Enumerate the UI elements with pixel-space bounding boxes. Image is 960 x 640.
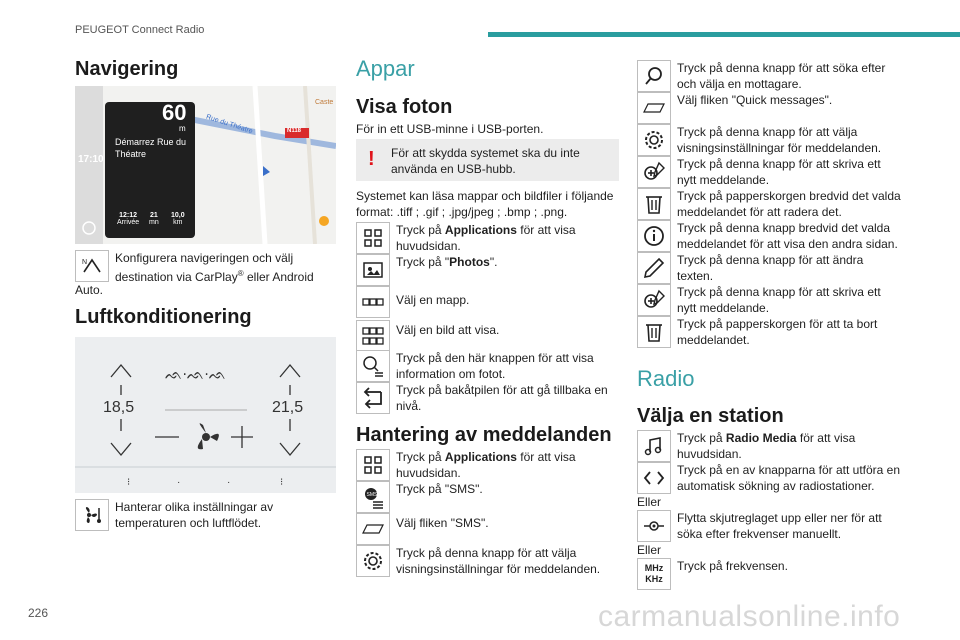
photo-step: Välj en mapp. — [356, 286, 621, 318]
station-heading: Välja en station — [637, 405, 784, 427]
nav-text-end: Auto. — [75, 283, 104, 297]
col3-text: Tryck på denna knapp för att skriva ett nytt meddelande. — [677, 285, 881, 315]
col3-text: Tryck på denna knapp för att skriva ett nytt meddelande. — [677, 157, 881, 187]
new-message-icon — [637, 156, 671, 188]
nav-duration: 21 mn — [149, 212, 159, 226]
col3-text: Tryck på denna knapp för att söka efter och välja en mottagare. — [677, 61, 886, 91]
applications-grid-icon — [356, 449, 390, 481]
nav-map-label: Caste — [315, 99, 334, 106]
page-number: 226 — [28, 606, 49, 620]
messages-heading: Hantering av meddelanden — [356, 424, 612, 446]
running-header: PEUGEOT Connect Radio — [75, 24, 205, 36]
message-step — [637, 60, 907, 92]
nav-arrival: 12:12 Arrivée — [117, 212, 140, 226]
apps-section-title: Appar — [356, 56, 415, 81]
message-step — [637, 284, 907, 316]
message-step: Välj fliken "SMS". — [356, 513, 621, 545]
svg-text:SMS: SMS — [366, 492, 378, 498]
message-step — [637, 220, 907, 252]
nav-clock: 17:10 — [78, 154, 104, 165]
header-accent-bar — [488, 32, 960, 37]
ac-description — [75, 499, 337, 531]
message-step: Tryck på denna knapp för att välja visningsinställningar för meddelanden. — [356, 545, 621, 577]
edit-pencil-icon — [637, 252, 671, 284]
col3-text: Tryck på denna knapp bredvid det valda meddelandet för att visa den andra sidan. — [677, 221, 898, 251]
watermark: carmanualsonline.info — [598, 600, 901, 633]
nav-heading: Navigering — [75, 58, 179, 80]
warning-text: För att skydda systemet ska du inte använda en USB-hubb. — [391, 146, 580, 176]
svg-text:ᨒ·ᨒ·ᨒ: ᨒ·ᨒ·ᨒ — [165, 367, 227, 383]
message-step: SMS Tryck på "SMS". — [356, 481, 621, 513]
ac-heading: Luftkonditionering — [75, 306, 252, 328]
nav-text-line-b: destination via CarPlay — [115, 270, 238, 284]
nav-instruction: Démarrez Rue du Théatre — [115, 137, 187, 159]
nav-road-label: Rue du Théatre — [205, 113, 254, 136]
message-step — [637, 188, 907, 220]
photo-step: Tryck på "Photos". — [356, 254, 621, 286]
photo-step: Välj en bild att visa. — [356, 320, 621, 352]
back-arrow-icon — [356, 382, 390, 414]
message-step: Tryck på Applications för att visa huvudsidan. — [356, 449, 621, 481]
nav-text-line-a: Konfigurera navigeringen och välj — [115, 251, 294, 265]
photos-intro: För in ett USB-minne i USB-porten. — [356, 122, 544, 136]
or-label: Eller — [637, 495, 662, 509]
slider-icon — [637, 510, 671, 542]
photo-step: Tryck på Applications för att visa huvudsidan. — [356, 222, 621, 254]
photos-heading: Visa foton — [356, 96, 453, 118]
trash-icon — [637, 316, 671, 348]
message-step — [637, 124, 907, 156]
station-step: Tryck på Radio Media för att visa huvudsidan. — [637, 430, 907, 462]
station-step: Flytta skjutreglaget upp eller ner för att söka efter frekvenser manuellt. — [637, 510, 907, 542]
svg-text:N: N — [82, 259, 88, 266]
nav-distance-unit: m — [179, 124, 186, 133]
warning-box — [356, 139, 619, 181]
svg-text:⁝: ⁝ — [280, 477, 284, 488]
climate-screenshot — [75, 337, 336, 493]
radio-section-title: Radio — [637, 366, 695, 391]
applications-grid-icon — [356, 222, 390, 254]
nav-description — [75, 250, 337, 285]
search-icon — [637, 60, 671, 92]
photos-icon — [356, 254, 390, 286]
settings-gear-icon — [637, 124, 671, 156]
mhz-label: MHz — [644, 563, 664, 573]
message-step — [637, 316, 907, 348]
frequency-unit-icon — [637, 558, 671, 590]
svg-text:⁝: ⁝ — [127, 477, 131, 488]
trash-icon — [637, 188, 671, 220]
nav-text-line-c: eller Android — [243, 270, 314, 284]
info-list-icon — [356, 350, 390, 382]
col3-text: Tryck på papperskorgen bredvid det valda meddelandet för att radera det. — [677, 189, 901, 219]
photo-step: Tryck på den här knappen för att visa information om fotot. — [356, 350, 621, 382]
station-step: MHz KHz Tryck på frekvensen. — [637, 558, 907, 590]
svg-text:·: · — [177, 477, 181, 488]
khz-label: KHz — [645, 574, 663, 584]
image-grid-icon — [356, 320, 390, 352]
col3-text: Tryck på papperskorgen för att ta bort meddelandet. — [677, 317, 878, 347]
col3-text: Välj fliken "Quick messages". — [677, 93, 833, 107]
info-icon — [637, 220, 671, 252]
svg-text:·: · — [227, 477, 231, 488]
music-note-icon — [637, 430, 671, 462]
format-text: Systemet kan läsa mappar och bildfiler i följande format: .tiff ; .gif ; .jpg/jpeg ; .bmp ; .png. — [356, 189, 614, 219]
settings-gear-icon — [356, 545, 390, 577]
tab-icon — [356, 513, 390, 545]
navigation-arrow-icon — [75, 250, 109, 282]
or-label: Eller — [637, 543, 662, 557]
nav-road-badge: N118 — [287, 128, 302, 134]
warning-icon: ! — [368, 148, 375, 170]
sms-icon — [356, 481, 390, 513]
message-step — [637, 252, 907, 284]
fan-temperature-icon — [75, 499, 109, 531]
message-step — [637, 156, 907, 188]
col3-text: Tryck på denna knapp för att välja visningsinställningar för meddelanden. — [677, 125, 882, 155]
ac-text: Hanterar olika inställningar av temperaturen och luftflödet. — [115, 500, 274, 530]
photo-step: Tryck på bakåtpilen för att gå tillbaka en nivå. — [356, 382, 621, 414]
col3-text: Tryck på denna knapp för att ändra texten. — [677, 253, 864, 283]
ac-right-temp: 21,5 — [272, 399, 304, 416]
folder-icon — [356, 286, 390, 318]
seek-arrows-icon — [637, 462, 671, 494]
navigation-screenshot — [75, 86, 336, 244]
ac-left-temp: 18,5 — [103, 399, 135, 416]
nav-distance: 60 — [162, 100, 187, 125]
tab-icon — [637, 92, 671, 124]
message-step — [637, 92, 907, 124]
nav-total-distance: 10,0 km — [171, 212, 185, 226]
new-message-icon — [637, 284, 671, 316]
station-step: Tryck på en av knapparna för att utföra en automatisk sökning av radiostationer. — [637, 462, 907, 494]
nav-text-sup: ® — [237, 269, 244, 278]
